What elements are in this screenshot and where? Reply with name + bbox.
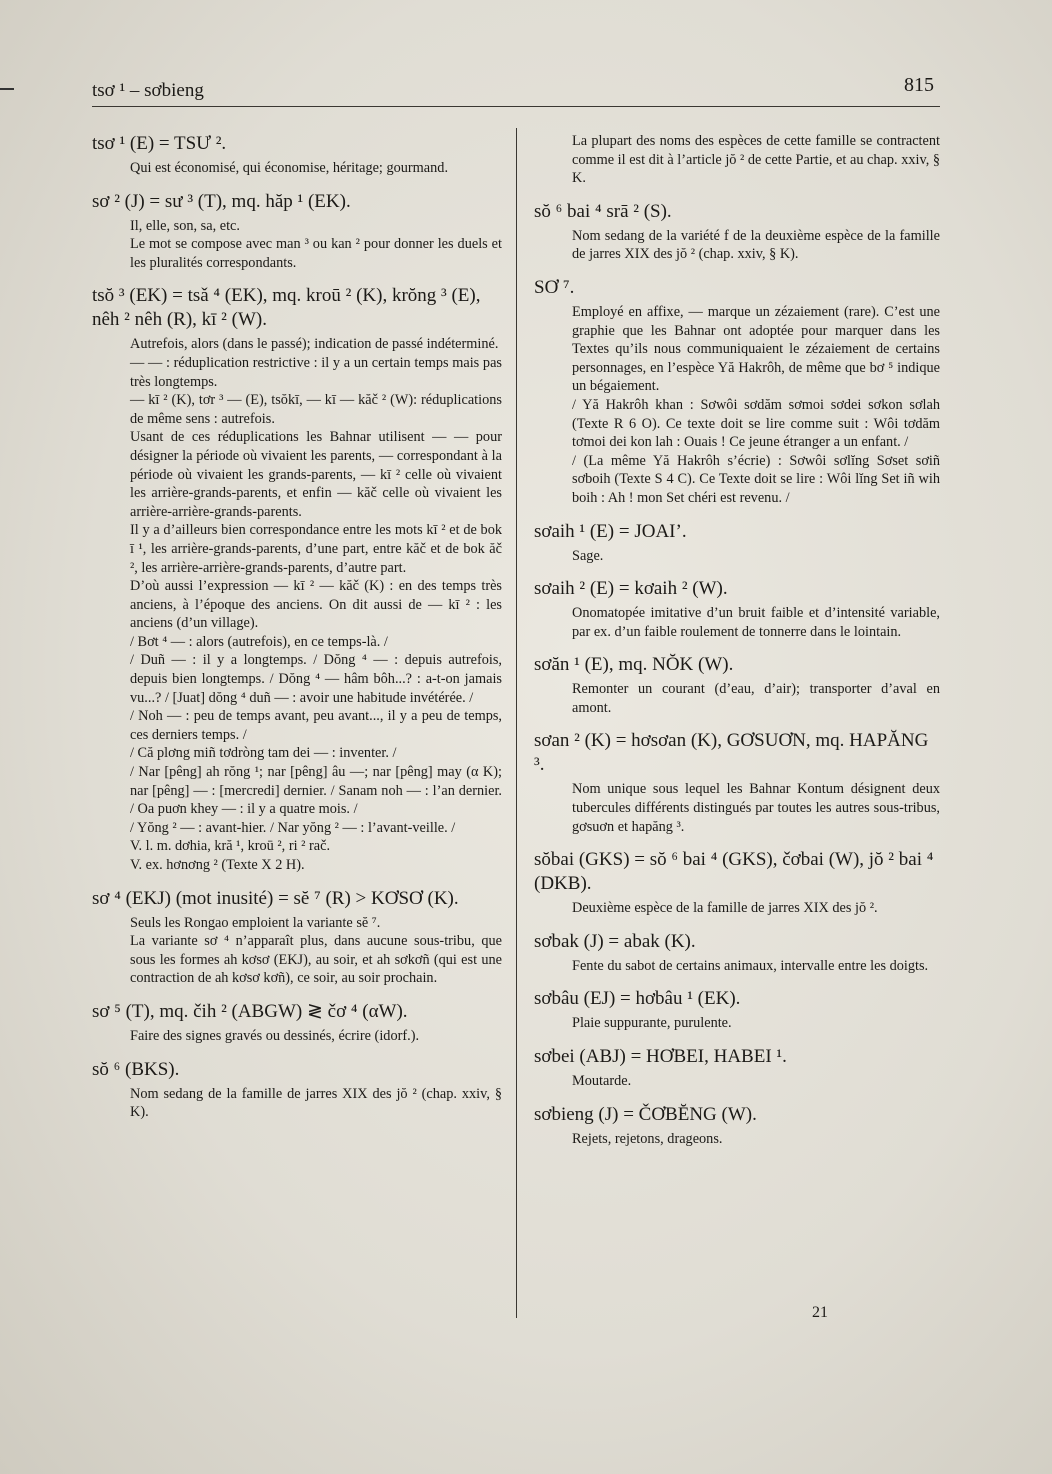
left-column bbox=[92, 132, 502, 1134]
definition-paragraph: Qui est économisé, qui économise, héritage; gourmand. bbox=[130, 160, 449, 176]
entry-headword: sơbak (J) = abak (K). bbox=[534, 930, 696, 952]
entry-headword: sơaih ² (E) = kơaih ² (W). bbox=[534, 578, 728, 600]
dictionary-entry bbox=[92, 190, 502, 273]
entry-definition bbox=[534, 547, 940, 566]
definition-paragraph: / Duñ — : il y a longtemps. / Dŏng ⁴ — : depuis autrefois, depuis bien longtemps. / Dŏng ⁴ — hâm bôh...? : a-t-on jamais vu...? / [Juat] dŏng ⁴ duñ — : avoir une habitude invétérée. / bbox=[130, 652, 502, 706]
dictionary-entry bbox=[534, 1045, 940, 1091]
dictionary-entry bbox=[534, 729, 940, 836]
definition-paragraph: — kī ² (K), tơr ³ — (E), tsŏkī, — kī — kăč ² (W): réduplications de même sens : autrefois. bbox=[130, 392, 502, 427]
definition-paragraph: Faire des signes gravés ou dessinés, écrire (idorf.). bbox=[130, 1027, 420, 1044]
dictionary-entry bbox=[534, 930, 940, 976]
definition-paragraph: / Yŏng ² — : avant-hier. / Nar yŏng ² — : l’avant-veille. / bbox=[130, 819, 456, 836]
definition-paragraph: Employé en affixe, — marque un zézaiement (rare). C’est une graphie que les Bahnar ont adoptée pour marquer dans les Textes qu’ils nous communiquaient le zézaiement de certains personnages, en l’espèce Yă Hakrôh, de même que bơ ⁵ indique un bégaiement. bbox=[572, 303, 940, 395]
dictionary-entry bbox=[534, 653, 940, 717]
dictionary-entry bbox=[534, 1103, 940, 1149]
entry-headword: sơan ² (K) = hơsơan (K), GƠSUƠN, mq. HAPĂNG ³. bbox=[534, 730, 929, 776]
definition-paragraph: / Noh — : peu de temps avant, peu avant..., il y a peu de temps, ces derniers temps. / bbox=[130, 708, 502, 743]
definition-paragraph: La variante sơ ⁴ n’apparaît plus, dans aucune sous-tribu, que sous les formes ah kơsơ (EKJ), au soir, et ah sơkơñ (qui est une contraction de ah kơsơ kơñ), ce soir, au soir prochain. bbox=[130, 933, 502, 987]
definition-paragraph: Usant de ces réduplications les Bahnar utilisent — — pour désigner la période où vivaient les parents, — correspondant à la période où vivaient les grands-parents, — kī ² celle où vivaient les arrière-grands-parents, et enfin — kăč celle où vivaient les arrière-arrière-grands-parents. bbox=[130, 429, 502, 520]
entry-headword: tsŏ ³ (EK) = tsǎ ⁴ (EK), mq. kroū ² (K), krŏng ³ (E), nêh ² nêh (R), kī ² (W). bbox=[92, 285, 481, 331]
entry-headword: sơbieng (J) = ČƠBĔNG (W). bbox=[534, 1103, 757, 1125]
entry-headword: tsơ ¹ (E) = TSƯ ². bbox=[92, 133, 227, 154]
signature-mark: 21 bbox=[812, 1304, 828, 1321]
entry-definition bbox=[534, 1130, 940, 1149]
dictionary-entry bbox=[534, 848, 940, 918]
entry-definition bbox=[534, 780, 940, 836]
definition-paragraph: Seuls les Rongao emploient la variante sĕ ⁷. bbox=[130, 914, 381, 931]
dictionary-entry bbox=[534, 987, 940, 1033]
definition-paragraph: / Nar [pêng] ah rŏng ¹; nar [pêng] âu —; nar [pêng] may (α K); nar [pêng] — : [mercredi] dernier. / Sanam noh — : l’an dernier. / Oa puơn khey — : il y a quatre mois. / bbox=[130, 764, 502, 818]
entry-headword: sŏ ⁶ bai ⁴ srā ² (S). bbox=[534, 200, 672, 222]
definition-paragraph: Sage. bbox=[572, 547, 604, 564]
definition-paragraph: V. l. m. dơhia, kră ¹, kroū ², ri ² rač. bbox=[130, 838, 331, 855]
definition-paragraph: / Yă Hakrôh khan : Sơwôi sơdăm sơmoi sơdei sơkon sơlah (Texte R 6 O). Ce texte doit se lire comme suit : Wôi tơdăm tơmoi dei kon lah : Ouais ! Ce jeune étranger a un enfant. / bbox=[572, 396, 940, 451]
definition-paragraph: Deuxième espèce de la famille de jarres XIX des jŏ ². bbox=[572, 900, 878, 917]
column-divider bbox=[516, 128, 517, 1318]
definition-paragraph: D’où aussi l’expression — kī ² — kăč (K) : en des temps très anciens, à l’époque des anciens. On dit aussi de — kī ² : les anciens (d’un village). bbox=[130, 578, 502, 632]
entry-definition bbox=[534, 604, 940, 641]
entry-headword: sơbei (ABJ) = HƠBEI, HABEI ¹. bbox=[534, 1046, 787, 1068]
definition-paragraph: Il y a d’ailleurs bien correspondance entre les mots kī ² et de bok ī ¹, les arrière-grands-parents, d’une part, entre kăč et de bok ăč ², les arrière-arrière-grands-parents, d’autre part. bbox=[130, 522, 502, 576]
definition-paragraph: Il, elle, son, sa, etc. bbox=[130, 217, 240, 234]
running-head: tsơ ¹ – sơbieng bbox=[92, 80, 204, 101]
entry-definition bbox=[92, 335, 502, 874]
entry-definition bbox=[92, 914, 502, 988]
dictionary-entry bbox=[534, 520, 940, 566]
entry-definition bbox=[92, 1027, 502, 1046]
definition-paragraph: Fente du sabot de certains animaux, intervalle entre les doigts. bbox=[572, 957, 929, 974]
entry-headword: SƠ ⁷. bbox=[534, 276, 575, 298]
entry-headword: sơbâu (EJ) = hơbâu ¹ (EK). bbox=[534, 988, 741, 1010]
dictionary-entry bbox=[534, 132, 940, 188]
dictionary-entry bbox=[92, 1000, 502, 1046]
page-number: 815 bbox=[904, 74, 934, 96]
entry-definition bbox=[534, 680, 940, 717]
definition-paragraph: / Bơt ⁴ — : alors (autrefois), en ce temps-là. / bbox=[130, 633, 388, 650]
entry-definition bbox=[534, 303, 940, 508]
entry-definition bbox=[92, 217, 502, 273]
definition-paragraph: Moutarde. bbox=[572, 1073, 632, 1090]
entry-definition bbox=[534, 132, 940, 188]
entry-headword: sơaih ¹ (E) = JOAI’. bbox=[534, 520, 687, 542]
dictionary-entry bbox=[534, 577, 940, 641]
dictionary-entry bbox=[92, 284, 502, 874]
definition-paragraph: Plaie suppurante, purulente. bbox=[572, 1015, 732, 1032]
entry-definition bbox=[534, 227, 940, 264]
entry-headword: sơăn ¹ (E), mq. NŎK (W). bbox=[534, 654, 734, 676]
dictionary-entry bbox=[92, 1058, 502, 1122]
right-column bbox=[534, 132, 940, 1160]
entry-definition bbox=[534, 957, 940, 976]
margin-mark bbox=[0, 88, 14, 90]
definition-paragraph: Le mot se compose avec man ³ ou kan ² pour donner les duels et les pluralités correspondants. bbox=[130, 236, 502, 271]
dictionary-entry bbox=[534, 200, 940, 264]
definition-paragraph: La plupart des noms des espèces de cette famille se contractent comme il est dit à l’article jŏ ² de cette Partie, et au chap. xxiv, § K. bbox=[572, 133, 940, 187]
definition-paragraph: — — : réduplication restrictive : il y a un certain temps mais pas très longtemps. bbox=[130, 354, 502, 390]
dictionary-entry bbox=[534, 276, 940, 508]
definition-paragraph: Rejets, rejetons, drageons. bbox=[572, 1130, 723, 1147]
definition-paragraph: Onomatopée imitative d’un bruit faible et d’intensité variable, par ex. d’un faible roulement de tonnerre dans le lointain. bbox=[572, 605, 940, 640]
dictionary-entry bbox=[92, 132, 502, 178]
entry-definition bbox=[92, 159, 502, 178]
definition-paragraph: Nom sedang de la famille de jarres XIX des jŏ ² (chap. xxiv, § K). bbox=[130, 1085, 502, 1121]
entry-definition bbox=[534, 1072, 940, 1091]
entry-definition bbox=[534, 899, 940, 918]
entry-headword: sŏ ⁶ (BKS). bbox=[92, 1058, 180, 1080]
entry-headword: sơ ² (J) = sư ³ (T), mq. hăp ¹ (EK). bbox=[92, 190, 351, 212]
definition-paragraph: / (La même Yă Hakrôh s’écrie) : Sơwôi sơlĭng Sơset sơiñ sơboih (Texte S 4 C). Ce Texte doit se lire : Wôi lĭng Set iñ wih boih : Ah ! mon Set chéri est revenu. / bbox=[572, 452, 940, 506]
header-rule bbox=[92, 106, 940, 107]
entry-headword: sŏbai (GKS) = sŏ ⁶ bai ⁴ (GKS), čơbai (W), jŏ ² bai ⁴ (DKB). bbox=[534, 849, 934, 895]
definition-paragraph: Nom sedang de la variété f de la deuxième espèce de la famille de jarres XIX des jŏ ² (chap. xxiv, § K). bbox=[572, 227, 940, 263]
definition-paragraph: Nom unique sous lequel les Bahnar Kontum désignent deux tubercules différents distingués par toutes les autres sous-tribus, gơsuơn et hapăng ³. bbox=[572, 781, 940, 835]
definition-paragraph: / Că plơng miñ tơdròng tam dei — : inventer. / bbox=[130, 745, 397, 762]
entry-definition bbox=[534, 1014, 940, 1033]
definition-paragraph: Remonter un courant (d’eau, d’air); transporter d’aval en amont. bbox=[572, 681, 940, 716]
entry-headword: sơ ⁵ (T), mq. čih ² (ABGW) ≷ čơ ⁴ (αW). bbox=[92, 1000, 408, 1022]
definition-paragraph: V. ex. hơnơng ² (Texte X 2 H). bbox=[130, 857, 305, 873]
entry-definition bbox=[92, 1085, 502, 1122]
definition-paragraph: Autrefois, alors (dans le passé); indication de passé indéterminé. bbox=[130, 336, 499, 353]
dictionary-entry bbox=[92, 887, 502, 988]
entry-headword: sơ ⁴ (EKJ) (mot inusité) = sĕ ⁷ (R) > KƠSƠ (K). bbox=[92, 887, 459, 909]
